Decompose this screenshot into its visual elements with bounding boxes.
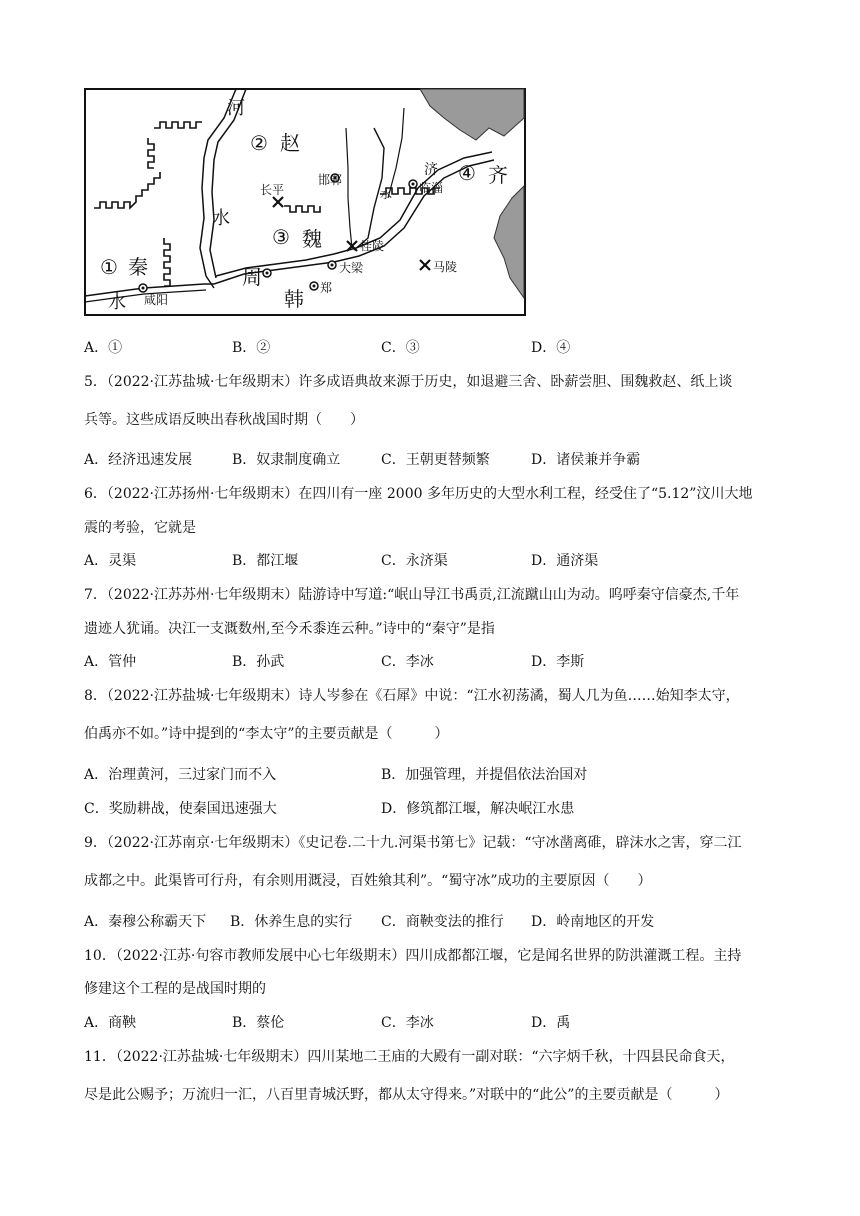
- q6-option-d[interactable]: D．通济渠: [531, 553, 599, 569]
- q10-option-a[interactable]: A．商鞅: [84, 1015, 137, 1031]
- label-linzi: 临淄: [419, 181, 444, 195]
- q6-option-a[interactable]: A．灵渠: [84, 553, 137, 569]
- label-zhou: 周: [242, 265, 262, 289]
- map-svg: [84, 88, 526, 316]
- q5-option-c[interactable]: C．王朝更替频繁: [381, 452, 490, 468]
- q10-stem-line2: 修建这个工程的是战国时期的: [84, 981, 266, 997]
- label-zheng: 郑: [320, 281, 333, 295]
- q9-option-c[interactable]: C．商鞅变法的推行: [381, 914, 504, 930]
- q9-stem-line2: 成都之中。此渠皆可行舟，有余则用溉浸，百姓飨其利”。“蜀守冰”成功的主要原因（ ）: [84, 873, 652, 889]
- q9-option-d[interactable]: D．岭南地区的开发: [531, 914, 655, 930]
- q4-option-a[interactable]: A．①: [84, 340, 123, 356]
- q7-option-d[interactable]: D．李斯: [531, 654, 585, 670]
- label-guiling: 桂陵: [360, 239, 385, 253]
- q5-stem-line2: 兵等。这些成语反映出春秋战国时期（ ）: [84, 412, 364, 428]
- q10-option-d[interactable]: D．禹: [531, 1015, 571, 1031]
- q8-option-d[interactable]: D．修筑都江堰，解决岷江水患: [381, 801, 575, 817]
- q4-option-c[interactable]: C．③: [381, 340, 420, 356]
- q8-option-a[interactable]: A．治理黄河，三过家门而不入: [84, 767, 277, 783]
- label-n3: ③: [272, 225, 290, 249]
- label-maling: 马陵: [433, 260, 458, 274]
- q10-stem-line1: 10．（2022·江苏·句容市教师发展中心七年级期末）四川成都都江堰，它是闻名世界的防洪灌溉工程。主持: [84, 948, 742, 964]
- label-ji: 济: [424, 162, 438, 178]
- label-n1: ①: [100, 255, 118, 279]
- q6-option-c[interactable]: C．永济渠: [381, 553, 448, 569]
- q7-option-c[interactable]: C．李冰: [381, 654, 434, 670]
- q6-option-b[interactable]: B．都江堰: [232, 553, 299, 569]
- q7-option-b[interactable]: B．孙武: [232, 654, 285, 670]
- wall-wei: [284, 206, 320, 212]
- q4-option-d[interactable]: D．④: [531, 340, 571, 356]
- q6-stem-line2: 震的考验，它就是: [84, 520, 196, 536]
- label-he: 河: [227, 98, 245, 119]
- label-qi: 齐: [488, 163, 508, 187]
- q6-stem-line1: 6．（2022·江苏扬州·七年级期末）在四川有一座 2000 多年历史的大型水利工程，经受住了“5.12”汶川大地: [84, 486, 753, 502]
- label-n4: ④: [458, 161, 476, 185]
- label-shui-he: 水: [212, 208, 230, 229]
- q7-option-a[interactable]: A．管仲: [84, 654, 137, 670]
- warring-states-map: [84, 88, 526, 316]
- label-wei: 魏: [302, 227, 322, 251]
- q10-option-b[interactable]: B．蔡伦: [232, 1015, 285, 1031]
- q9-option-a[interactable]: A．秦穆公称霸天下: [84, 914, 207, 930]
- q10-option-c[interactable]: C．李冰: [381, 1015, 434, 1031]
- label-daliang: 大梁: [339, 261, 364, 275]
- label-han: 韩: [284, 287, 304, 311]
- label-qin: 秦: [128, 255, 148, 279]
- q5-option-d[interactable]: D．诸侯兼并争霸: [531, 452, 641, 468]
- q7-stem-line1: 7．（2022·江苏苏州·七年级期末）陆游诗中写道:“岷山导江书禹贡,江流蹴山山为动。呜呼秦守信豪杰,千年: [84, 587, 740, 603]
- q9-option-b[interactable]: B．休养生息的实行: [230, 914, 353, 930]
- label-zhao: 赵: [280, 131, 300, 155]
- q5-option-a[interactable]: A．经济迅速发展: [84, 452, 193, 468]
- q8-stem-line2: 伯禹亦不如。”诗中提到的“李太守”的主要贡献是（ ）: [84, 726, 449, 742]
- label-n2: ②: [250, 131, 268, 155]
- label-changping: 长平: [260, 183, 285, 197]
- q5-stem-line1: 5．（2022·江苏盐城·七年级期末）许多成语典故来源于历史，如退避三舍、卧薪尝胆、围魏救赵、纸上谈: [84, 374, 733, 390]
- q11-stem-line1: 11．（2022·江苏盐城·七年级期末）四川某地二王庙的大殿有一副对联：“六字炳千秋，十四县民命食天，: [84, 1049, 735, 1065]
- q11-stem-line2: 尽是此公赐予；万流归一汇，八百里青城沃野，都从太守得来。”对联中的“此公”的主要贡献是（ ）: [84, 1087, 729, 1103]
- q9-stem-line1: 9．（2022·江苏南京·七年级期末）《史记卷.二十九.河渠书第七》记载：“守冰凿离碓，辟沫水之害，穿二江: [84, 835, 742, 851]
- label-xianyang: 咸阳: [144, 293, 169, 307]
- q8-stem-line1: 8．（2022·江苏盐城·七年级期末）诗人岑参在《石犀》中说：“江水初荡潏，蜀人几为鱼……始知李太守，: [84, 688, 740, 704]
- q8-option-c[interactable]: C．奖励耕战，使秦国迅速强大: [84, 801, 277, 817]
- q4-option-b[interactable]: B．②: [232, 340, 271, 356]
- label-shui-wei: 水: [108, 292, 126, 313]
- q8-option-b[interactable]: B．加强管理，并提倡依法治国对: [381, 767, 588, 783]
- label-handan: 邯郸: [318, 173, 343, 187]
- q5-option-b[interactable]: B．奴隶制度确立: [232, 452, 341, 468]
- label-shui2: 水: [380, 187, 393, 201]
- q7-stem-line2: 遗迹人犹诵。决江一支溉数州,至今禾黍连云种。”诗中的“秦守”是指: [84, 621, 495, 637]
